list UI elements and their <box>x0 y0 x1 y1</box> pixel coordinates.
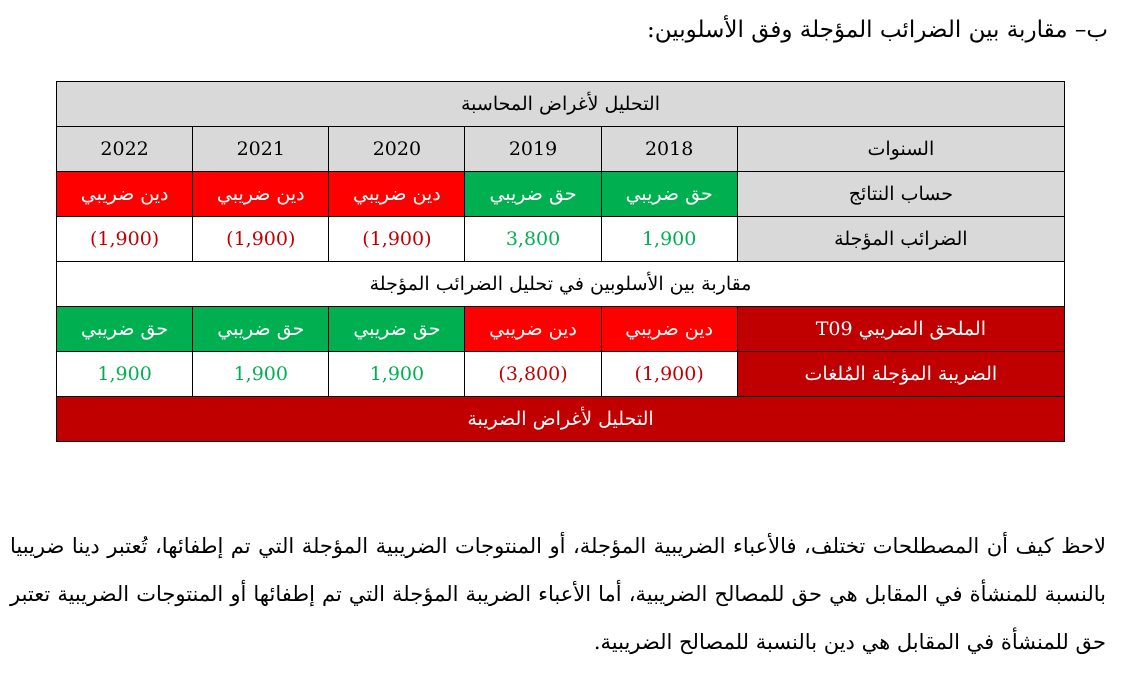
income-statement-cell: حق ضريبي <box>465 172 601 217</box>
comparison-title: مقاربة بين الأسلوبين في تحليل الضرائب المؤجلة <box>57 262 1065 307</box>
year-header: 2021 <box>193 127 329 172</box>
year-header: 2018 <box>601 127 737 172</box>
cancelled-deferred-tax-value: 1,900 <box>57 352 193 397</box>
tax-annex-cell: حق ضريبي <box>57 307 193 352</box>
deferred-taxes-value: 3,800 <box>465 217 601 262</box>
deferred-taxes-label: الضرائب المؤجلة <box>737 217 1064 262</box>
income-statement-cell: دين ضريبي <box>329 172 465 217</box>
cancelled-deferred-tax-value: 1,900 <box>193 352 329 397</box>
cancelled-deferred-tax-value: (1,900) <box>601 352 737 397</box>
income-statement-label: حساب النتائج <box>737 172 1064 217</box>
years-label: السنوات <box>737 127 1064 172</box>
cancelled-deferred-tax-value: (3,800) <box>465 352 601 397</box>
tax-annex-cell: حق ضريبي <box>193 307 329 352</box>
tax-annex-label: الملحق الضريبي T09 <box>737 307 1064 352</box>
tax-analysis-title: التحليل لأغراض الضريبة <box>57 397 1065 442</box>
income-statement-cell: حق ضريبي <box>601 172 737 217</box>
explanation-paragraph: لاحظ كيف أن المصطلحات تختلف، فالأعباء الضريبية المؤجلة، أو المنتوجات الضريبية المؤجلة التي تم إطفائها، تُعتبر دينا ضريبيا بالنسبة للمنشأة في المقابل هي حق للمصالح الضريبية، أما الأعباء الضريبة المؤجلة التي تم إطفائها أو المنتوجات الضريبية تعتبر حق للمنشأة في المقابل هي دين بالنسبة للمصالح الضريبية. <box>10 534 1106 654</box>
section-heading: ب– مقاربة بين الضرائب المؤجلة وفق الأسلوبين: <box>647 17 1108 43</box>
year-header: 2020 <box>329 127 465 172</box>
accounting-analysis-title: التحليل لأغراض المحاسبة <box>57 82 1065 127</box>
deferred-taxes-value: 1,900 <box>601 217 737 262</box>
tax-annex-cell: دين ضريبي <box>465 307 601 352</box>
year-header: 2022 <box>57 127 193 172</box>
tax-annex-cell: حق ضريبي <box>329 307 465 352</box>
deferred-taxes-value: (1,900) <box>329 217 465 262</box>
cancelled-deferred-tax-value: 1,900 <box>329 352 465 397</box>
income-statement-cell: دين ضريبي <box>57 172 193 217</box>
cancelled-deferred-tax-label: الضريبة المؤجلة المُلغات <box>737 352 1064 397</box>
deferred-tax-comparison-table <box>56 81 1065 442</box>
year-header: 2019 <box>465 127 601 172</box>
income-statement-cell: دين ضريبي <box>193 172 329 217</box>
tax-annex-cell: دين ضريبي <box>601 307 737 352</box>
deferred-taxes-value: (1,900) <box>193 217 329 262</box>
deferred-taxes-value: (1,900) <box>57 217 193 262</box>
